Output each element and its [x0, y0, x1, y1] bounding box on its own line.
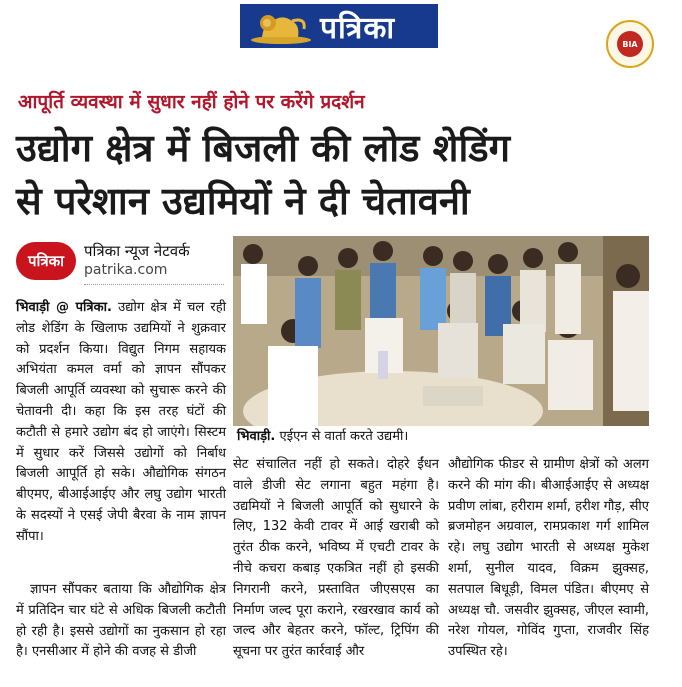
article-column-1-continued: [16, 580, 226, 663]
article-column-3: [448, 455, 649, 663]
main-headline: [16, 122, 676, 228]
kicker-headline: आपूर्ति व्यवस्था में सुधार नहीं होने पर करेंगे प्रदर्शन: [18, 91, 365, 113]
article-column-2-text: सेट संचालित नहीं हो सकते। दोहरे ईंधन वाले डीजी सेट लगाना बहुत महंगा है। उद्यमियों ने बिजली आपूर्ति को सुधारने के लिए, 132 केवी टावर में आई खराबी को तुरंत ठीक करने, भविष्य में एचटी टावर के नीचे कचरा कबाड़ एकत्रित नहीं हो इसकी निगरानी करने, प्रस्तावित जीएसएस का निर्माण जल्द पूरा कराने, रखरखाव कार्य को जल्द और बेहतर करने, फॉल्ट, ट्रिपिंग की सूचना पर तुरंत कार्रवाई और: [233, 457, 439, 660]
lion-emblem-icon: [248, 7, 314, 45]
article-dateline: भिवाड़ी @ पत्रिका.: [16, 300, 112, 315]
patrika-logo: पत्रिका: [16, 242, 76, 280]
article-paragraph-2: ज्ञापन सौंपकर बताया कि औद्योगिक क्षेत्र में प्रतिदिन चार घंटे से अधिक बिजली कटौती हो रही है। इससे उद्योगों का नुकसान हो रहा है। एनसीआर में होने की वजह से डीजी: [16, 582, 226, 660]
organization-seal-icon: [606, 20, 654, 68]
headline-line-2: से परेशान उद्यमियों ने दी चेतावनी: [16, 179, 470, 223]
meeting-photo-image: [233, 236, 649, 426]
masthead: [240, 4, 438, 48]
article-paragraph-1: उद्योग क्षेत्र में चल रही लोड शेडिंग के खिलाफ उद्यमियों ने शुक्रवार को प्रदर्शन किया। विद्युत निगम सहायक अभियंता कमल वर्मा को ज्ञापन सौंपकर बिजली आपूर्ति व्यवस्था को सुचारू करने की चेतावनी दी। कहा कि इस तरह घंटों की कटौती से हमारे उद्योग बंद हो जाएंगे। सिस्टम में सुधार करें जिससे उद्योगों को निर्बाध बिजली आपूर्ति हो सके। औद्योगिक संगठन बीएमए, बीआईआईए और लघु उद्योग भारती के सदस्यों ने एसई जेपी बैरवा के नाम ज्ञापन सौंपा।: [16, 300, 226, 544]
byline-bureau: पत्रिका न्यूज नेटवर्क: [84, 242, 190, 260]
byline-divider: [84, 284, 224, 285]
article-column-3-text: औद्योगिक फीडर से ग्रामीण क्षेत्रों को अलग करने की मांग की। बीआईआईए से अध्यक्ष प्रवीण लांबा, हरीराम शर्मा, हरीश गौड़, सीए ब्रजमोहन अग्रवाल, रामप्रकाश गर्ग शामिल रहे। लघु उद्योग भारती से अध्यक्ष मुकेश शर्मा, सुनील यादव, विक्रम झुक्सह, सतपाल बिधूड़ी, विमल पंडित। बीएमए से अध्यक्ष चौ. जसवीर झुक्सह, जीएल स्वामी, नरेश गोयल, गोविंद गुप्ता, राजवीर सिंह उपस्थित रहे।: [448, 457, 649, 660]
meeting-photo: [233, 236, 649, 426]
masthead-title: पत्रिका: [320, 10, 396, 46]
caption-place: भिवाड़ी.: [237, 429, 276, 444]
caption-text: एईएन से वार्ता करते उद्यमी।: [275, 429, 409, 444]
seal-text: BIA: [617, 31, 643, 57]
article-column-2: [233, 455, 439, 663]
article-column-1: [16, 298, 226, 548]
headline-line-1: उद्योग क्षेत्र में बिजली की लोड शेडिंग: [16, 126, 511, 170]
byline-site: patrika.com: [84, 262, 168, 278]
photo-caption: [233, 426, 653, 448]
